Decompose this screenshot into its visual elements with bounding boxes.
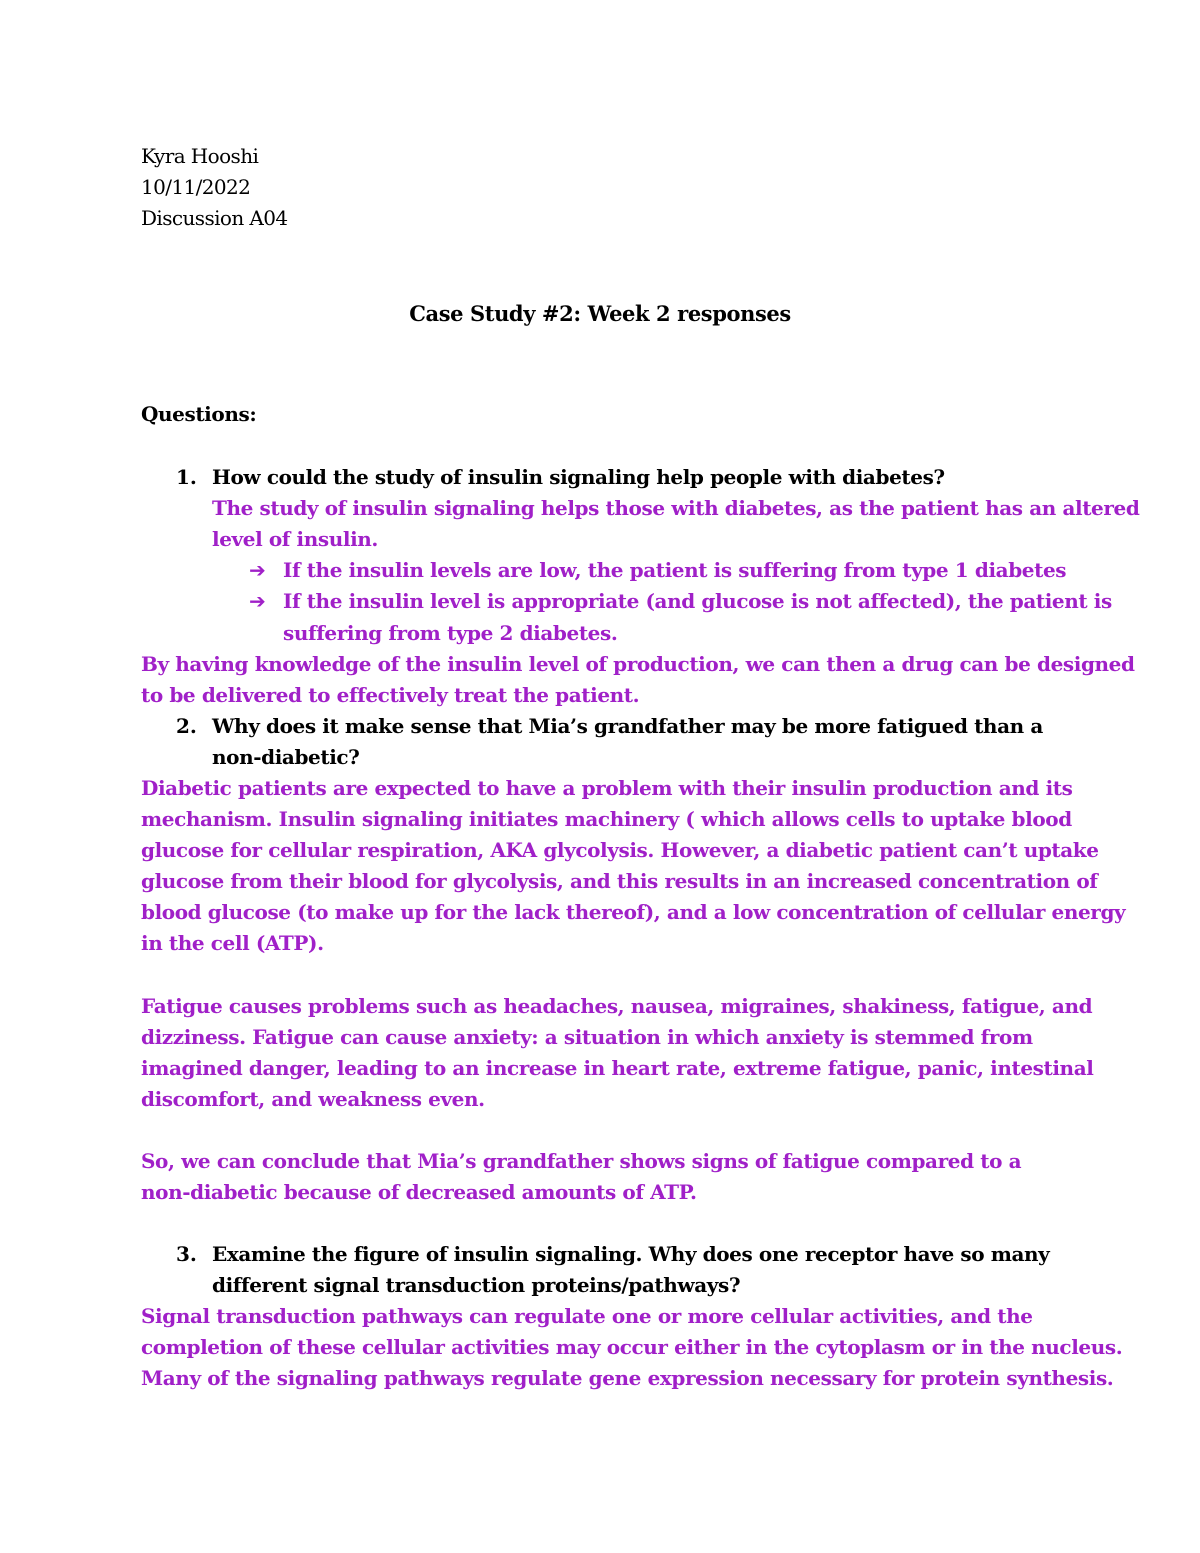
answer-2-p2-line: imagined danger, leading to an increase in heart rate, extreme fatigue, panic, intestinal bbox=[141, 1056, 1094, 1080]
answer-2-p1-line: glucose from their blood for glycolysis, and this results in an increased concentration of bbox=[141, 869, 1098, 893]
bullet-item: If the insulin levels are low, the patient is suffering from type 1 diabetes bbox=[283, 558, 1067, 582]
question-3: Examine the figure of insulin signaling. Why does one receptor have so many bbox=[212, 1242, 1050, 1266]
answer-3-line: completion of these cellular activities may occur either in the cytoplasm or in the nucleus. bbox=[141, 1335, 1123, 1359]
question-number-2: 2. bbox=[176, 714, 197, 738]
answer-2-p3-line: non-diabetic because of decreased amounts of ATP. bbox=[141, 1180, 697, 1204]
answer-1-line: The study of insulin signaling helps those with diabetes, as the patient has an altered bbox=[212, 496, 1140, 520]
answer-3-line: Many of the signaling pathways regulate gene expression necessary for protein synthesis. bbox=[141, 1366, 1114, 1390]
question-3: different signal transduction proteins/pathways? bbox=[212, 1273, 741, 1297]
arrow-right-icon: ➔ bbox=[249, 558, 266, 582]
section: Discussion A04 bbox=[141, 206, 288, 230]
question-number-3: 3. bbox=[176, 1242, 197, 1266]
answer-2-p2-line: dizziness. Fatigue can cause anxiety: a situation in which anxiety is stemmed from bbox=[141, 1025, 1033, 1049]
answer-1-line: level of insulin. bbox=[212, 527, 378, 551]
author-name: Kyra Hooshi bbox=[141, 144, 259, 168]
answer-2-p1-line: mechanism. Insulin signaling initiates machinery ( which allows cells to uptake blood bbox=[141, 807, 1072, 831]
answer-2-p1-line: glucose for cellular respiration, AKA glycolysis. However, a diabetic patient can’t uptake bbox=[141, 838, 1099, 862]
answer-2-p1-line: Diabetic patients are expected to have a problem with their insulin production and its bbox=[141, 776, 1073, 800]
answer-2-p2-line: discomfort, and weakness even. bbox=[141, 1087, 485, 1111]
question-2: Why does it make sense that Mia’s grandfather may be more fatigued than a bbox=[212, 714, 1043, 738]
questions-label: Questions: bbox=[141, 402, 257, 426]
answer-2-p3-line: So, we can conclude that Mia’s grandfather shows signs of fatigue compared to a bbox=[141, 1149, 1022, 1173]
answer-1-conclusion: By having knowledge of the insulin level of production, we can then a drug can be designed bbox=[141, 652, 1135, 676]
bullet-item: If the insulin level is appropriate (and glucose is not affected), the patient is bbox=[283, 589, 1112, 613]
arrow-right-icon: ➔ bbox=[249, 589, 266, 613]
answer-2-p1-line: in the cell (ATP). bbox=[141, 931, 324, 955]
answer-2-p1-line: blood glucose (to make up for the lack thereof), and a low concentration of cellular energy bbox=[141, 900, 1126, 924]
question-1: How could the study of insulin signaling help people with diabetes? bbox=[212, 465, 945, 489]
answer-1-conclusion: to be delivered to effectively treat the patient. bbox=[141, 683, 640, 707]
page-title: Case Study #2: Week 2 responses bbox=[409, 301, 791, 326]
answer-3-line: Signal transduction pathways can regulate one or more cellular activities, and the bbox=[141, 1304, 1033, 1328]
question-number-1: 1. bbox=[176, 465, 197, 489]
question-2: non-diabetic? bbox=[212, 745, 360, 769]
bullet-item-continued: suffering from type 2 diabetes. bbox=[283, 621, 618, 645]
date: 10/11/2022 bbox=[141, 175, 251, 199]
answer-2-p2-line: Fatigue causes problems such as headaches, nausea, migraines, shakiness, fatigue, and bbox=[141, 994, 1093, 1018]
